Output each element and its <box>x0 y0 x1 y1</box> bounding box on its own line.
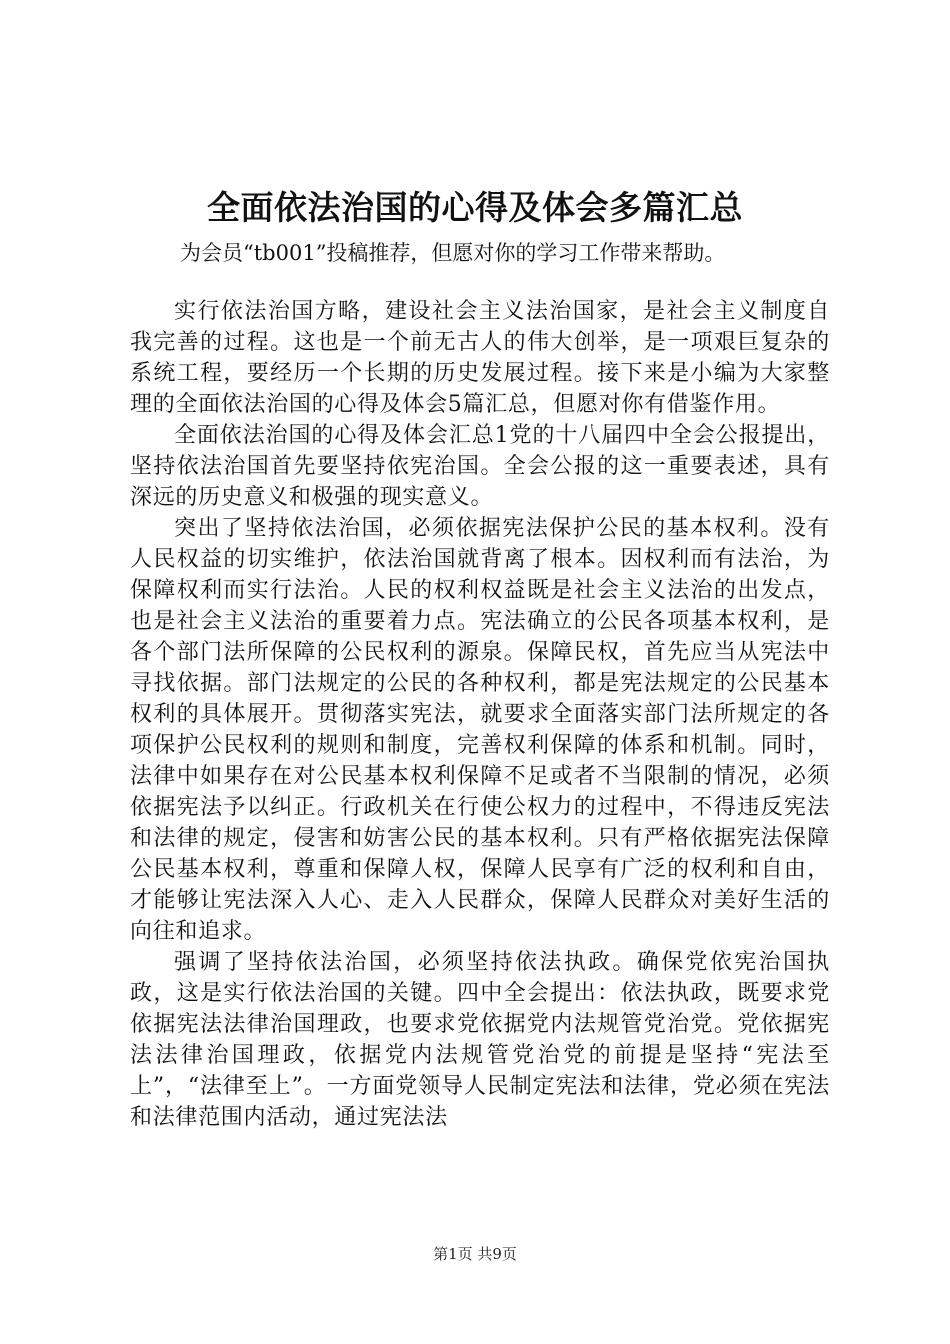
paragraph-1: 实行依法治国方略，建设社会主义法治国家，是社会主义制度自我完善的过程。这也是一个前无古人的伟大创举，是一项艰巨复杂的系统工程，要经历一个长期的历史发展过程。接下来是小编为大家整理的全面依法治国的心得及体会5篇汇总，但愿对你有借鉴作用。 <box>130 299 830 417</box>
page-footer: 第1页 共9页 <box>433 1245 517 1263</box>
document-body <box>130 296 830 1133</box>
paragraph-4: 强调了坚持依法治国，必须坚持依法执政。确保党依宪治国执政，这是实行依法治国的关键。四中全会提出：依法执政，既要求党依据宪法法律治国理政，也要求党依据党内法规管党治党。党依据宪法法律治国理政，依据党内法规管党治党的前提是坚持“宪法至上”，“法律至上”。一方面党领导人民制定宪法和法律，党必须在宪法和法律范围内活动，通过宪法法 <box>130 950 830 1130</box>
document-title: 全面依法治国的心得及体会多篇汇总 <box>207 188 743 227</box>
paragraph-3: 突出了坚持依法治国，必须依据宪法保护公民的基本权利。没有人民权益的切实维护，依法治国就背离了根本。因权利而有法治，为保障权利而实行法治。人民的权利权益既是社会主义法治的出发点，也是社会主义法治的重要着力点。宪法确立的公民各项基本权利，是各个部门法所保障的公民权利的源泉。保障民权，首先应当从宪法中寻找依据。部门法规定的公民的各种权利，都是宪法规定的公民基本权利的具体展开。贯彻落实宪法，就要求全面落实部门法所规定的各项保护公民权利的规则和制度，完善权利保障的体系和机制。同时，法律中如果存在对公民基本权利保障不足或者不当限制的情况，必须依据宪法予以纠正。行政机关在行使公权力的过程中，不得违反宪法和法律的规定，侵害和妨害公民的基本权利。只有严格依据宪法保障公民基本权利，尊重和保障人权，保障人民享有广泛的权利和自由，才能够让宪法深入人心、走入人民群众，保障人民群众对美好生活的向往和追求。 <box>130 516 830 944</box>
paragraph-2: 全面依法治国的心得及体会汇总1党的十八届四中全会公报提出，坚持依法治国首先要坚持依宪治国。全会公报的这一重要表述，具有深远的历史意义和极强的现实意义。 <box>130 423 830 510</box>
document-subtitle: 为会员“tb001”投稿推荐，但愿对你的学习工作带来帮助。 <box>180 241 726 265</box>
